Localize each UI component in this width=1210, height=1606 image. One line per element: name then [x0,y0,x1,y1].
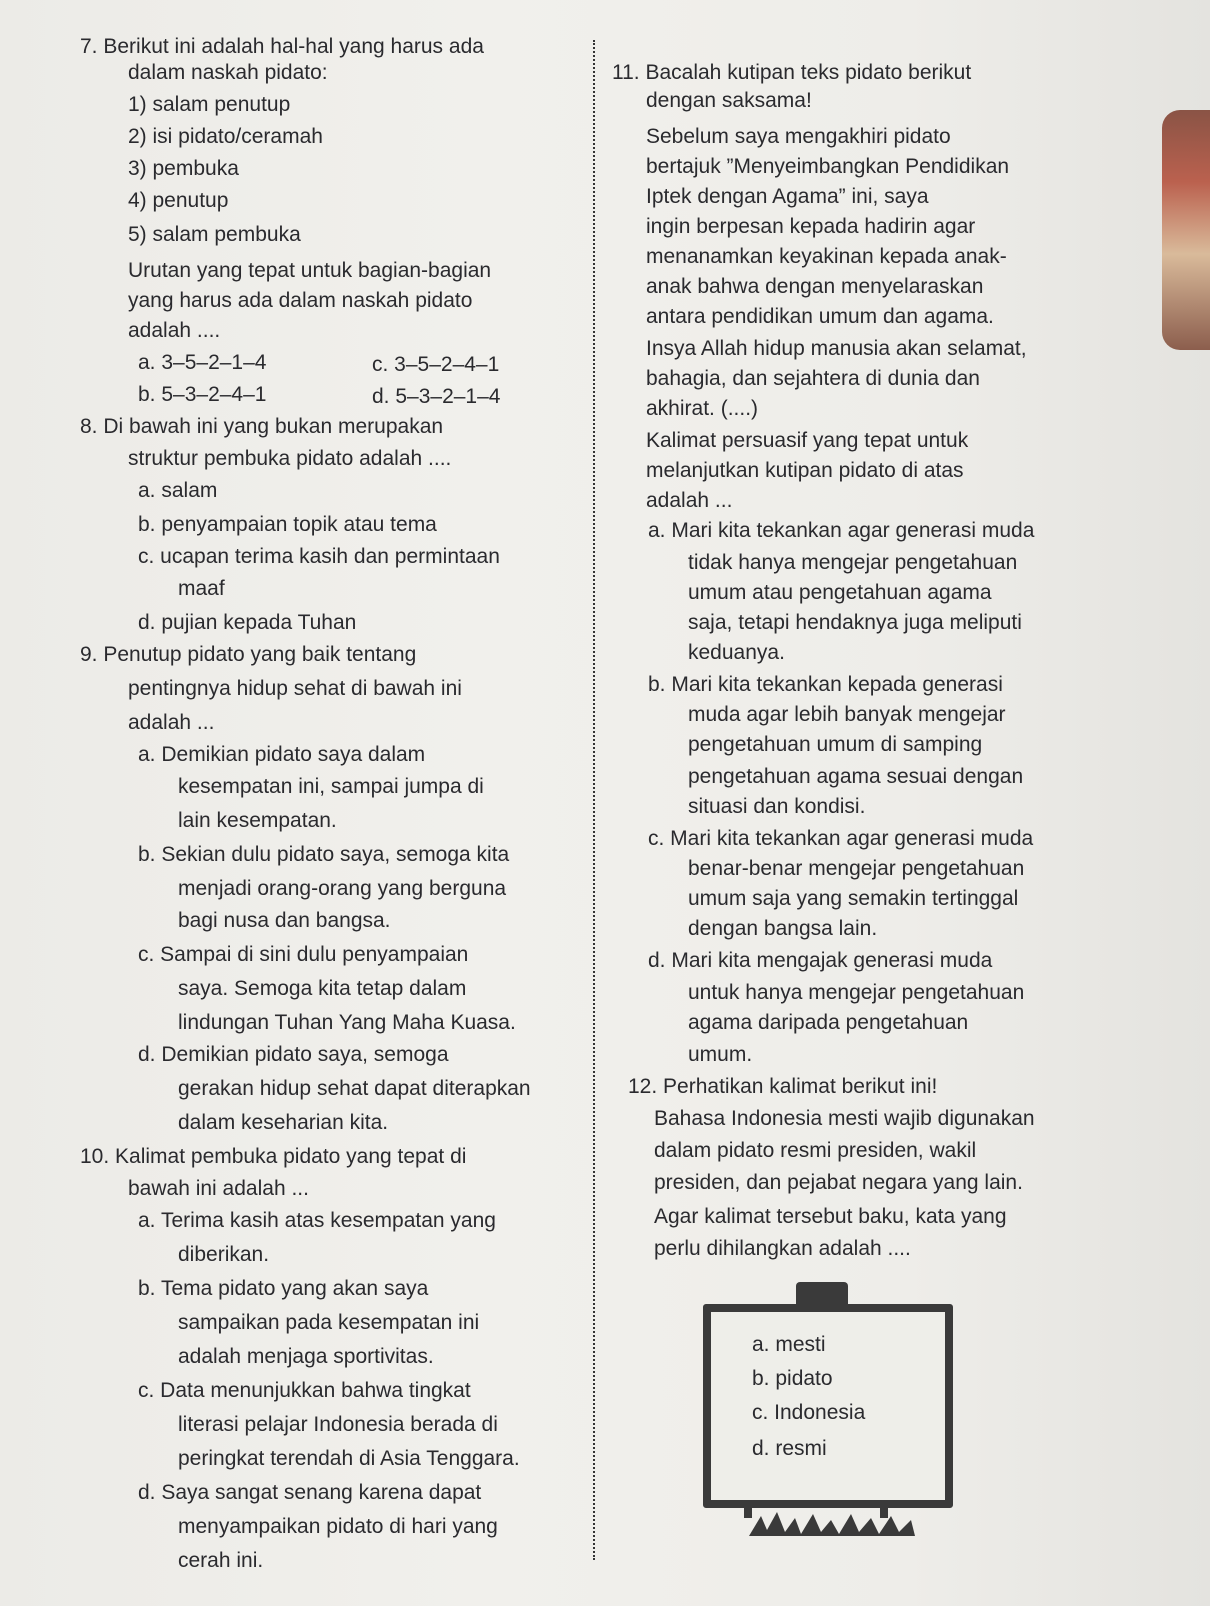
q9-stem: pentingnya hidup sehat di bawah ini [128,677,462,700]
board-handle [796,1282,848,1304]
q11-stem: 11. Bacalah kutipan teks pidato berikut [612,61,972,84]
q11-option-d[interactable]: agama daripada pengetahuan [688,1011,969,1034]
q9-stem: adalah ... [128,711,215,734]
q11-quote: anak bahwa dengan menyelaraskan [646,275,984,298]
q11-quote: antara pendidikan umum dan agama. [646,305,994,328]
q8-stem: struktur pembuka pidato adalah .... [128,447,452,470]
q11-question: melanjutkan kutipan pidato di atas [646,459,964,482]
q12-question: perlu dihilangkan adalah .... [654,1237,911,1260]
q10-option-c[interactable]: c. Data menunjukkan bahwa tingkat [138,1379,471,1402]
q7-stem: dalam naskah pidato: [128,61,328,84]
q9-option-a[interactable]: lain kesempatan. [178,809,337,832]
q7-question: adalah .... [128,319,221,342]
q9-option-a[interactable]: kesempatan ini, sampai jumpa di [178,775,484,798]
q8-option-a[interactable]: a. salam [138,479,218,502]
q11-option-d[interactable]: untuk hanya mengejar pengetahuan [688,981,1025,1004]
q11-quote: Sebelum saya mengakhiri pidato [646,125,951,148]
q8-option-b[interactable]: b. penyampaian topik atau tema [138,513,437,536]
q11-option-b[interactable]: pengetahuan agama sesuai dengan [688,765,1024,788]
q7-question: Urutan yang tepat untuk bagian-bagian [128,259,492,282]
q12-quote: Bahasa Indonesia mesti wajib digunakan [654,1107,1035,1130]
q11-option-a[interactable]: umum atau pengetahuan agama [688,581,992,604]
q11-option-b[interactable]: situasi dan kondisi. [688,795,866,818]
q7-option-d[interactable]: d. 5–3–2–1–4 [372,385,501,408]
q9-option-d[interactable]: dalam keseharian kita. [178,1111,389,1134]
q9-option-b[interactable]: b. Sekian dulu pidato saya, semoga kita [138,843,510,866]
q11-option-c[interactable]: umum saja yang semakin tertinggal [688,887,1019,910]
q10-option-d[interactable]: d. Saya sangat senang karena dapat [138,1481,482,1504]
q8-stem: 8. Di bawah ini yang bukan merupakan [80,415,444,438]
q11-option-c[interactable]: dengan bangsa lain. [688,917,878,940]
q7-option-c[interactable]: c. 3–5–2–4–1 [372,353,500,376]
q7-question: yang harus ada dalam naskah pidato [128,289,473,312]
q10-option-a[interactable]: diberikan. [178,1243,270,1266]
q7-item: 5) salam pembuka [128,223,301,246]
q9-option-c[interactable]: lindungan Tuhan Yang Maha Kuasa. [178,1011,516,1034]
grass-decoration [747,1508,917,1538]
q11-option-a[interactable]: keduanya. [688,641,785,664]
q7-item: 4) penutup [128,189,229,212]
q12-quote: presiden, dan pejabat negara yang lain. [654,1171,1023,1194]
q11-option-b[interactable]: muda agar lebih banyak mengejar [688,703,1006,726]
q10-stem: bawah ini adalah ... [128,1177,309,1200]
q12-option-b[interactable]: b. pidato [752,1367,833,1390]
q7-item: 1) salam penutup [128,93,291,116]
q11-stem: dengan saksama! [646,89,812,112]
q10-option-c[interactable]: peringkat terendah di Asia Tenggara. [178,1447,520,1470]
q9-option-c[interactable]: saya. Semoga kita tetap dalam [178,977,467,1000]
q7-stem: 7. Berikut ini adalah hal-hal yang harus ada [80,35,484,58]
q12-question: Agar kalimat tersebut baku, kata yang [654,1205,1007,1228]
q11-quote: Insya Allah hidup manusia akan selamat, [646,337,1027,360]
q11-quote: Iptek dengan Agama” ini, saya [646,185,929,208]
q10-option-a[interactable]: a. Terima kasih atas kesempatan yang [138,1209,496,1232]
q7-item: 2) isi pidato/ceramah [128,125,323,148]
q12-option-c[interactable]: c. Indonesia [752,1401,866,1424]
q11-question: Kalimat persuasif yang tepat untuk [646,429,969,452]
q10-option-d[interactable]: menyampaikan pidato di hari yang [178,1515,498,1538]
q12-stem: 12. Perhatikan kalimat berikut ini! [628,1075,938,1098]
q9-option-b[interactable]: menjadi orang-orang yang berguna [178,877,507,900]
q9-option-c[interactable]: c. Sampai di sini dulu penyampaian [138,943,469,966]
q9-option-d[interactable]: gerakan hidup sehat dapat diterapkan [178,1077,531,1100]
q11-option-d[interactable]: d. Mari kita mengajak generasi muda [648,949,993,972]
q9-stem: 9. Penutup pidato yang baik tentang [80,643,417,666]
q8-option-d[interactable]: d. pujian kepada Tuhan [138,611,357,634]
q10-option-b[interactable]: b. Tema pidato yang akan saya [138,1277,429,1300]
q12-option-a[interactable]: a. mesti [752,1333,826,1356]
q11-question: adalah ... [646,489,733,512]
q12-quote: dalam pidato resmi presiden, wakil [654,1139,977,1162]
q11-option-c[interactable]: benar-benar mengejar pengetahuan [688,857,1025,880]
q11-quote: menanamkan keyakinan kepada anak- [646,245,1007,268]
q11-option-b[interactable]: b. Mari kita tekankan kepada generasi [648,673,1003,696]
q10-stem: 10. Kalimat pembuka pidato yang tepat di [80,1145,467,1168]
q11-option-a[interactable]: saja, tetapi hendaknya juga meliputi [688,611,1022,634]
q8-option-c[interactable]: c. ucapan terima kasih dan permintaan [138,545,500,568]
q9-option-b[interactable]: bagi nusa dan bangsa. [178,909,391,932]
q11-quote: bertajuk ”Menyeimbangkan Pendidikan [646,155,1010,178]
q9-option-a[interactable]: a. Demikian pidato saya dalam [138,743,426,766]
q10-option-b[interactable]: adalah menjaga sportivitas. [178,1345,434,1368]
q7-option-b[interactable]: b. 5–3–2–4–1 [138,383,267,406]
q11-option-c[interactable]: c. Mari kita tekankan agar generasi muda [648,827,1034,850]
q11-quote: akhirat. (....) [646,397,759,420]
q7-option-a[interactable]: a. 3–5–2–1–4 [138,351,267,374]
column-divider [593,40,595,1560]
q11-quote: ingin berpesan kepada hadirin agar [646,215,976,238]
q11-quote: bahagia, dan sejahtera di dunia dan [646,367,980,390]
q11-option-a[interactable]: tidak hanya mengejar pengetahuan [688,551,1018,574]
q11-option-a[interactable]: a. Mari kita tekankan agar generasi muda [648,519,1035,542]
q9-option-d[interactable]: d. Demikian pidato saya, semoga [138,1043,449,1066]
q12-option-d[interactable]: d. resmi [752,1437,827,1460]
q11-option-b[interactable]: pengetahuan umum di samping [688,733,983,756]
q11-option-d[interactable]: umum. [688,1043,753,1066]
q8-option-c[interactable]: maaf [178,577,225,600]
q10-option-d[interactable]: cerah ini. [178,1549,264,1572]
q10-option-b[interactable]: sampaikan pada kesempatan ini [178,1311,480,1334]
page-edge-decoration [1162,110,1210,350]
q10-option-c[interactable]: literasi pelajar Indonesia berada di [178,1413,498,1436]
q7-item: 3) pembuka [128,157,239,180]
